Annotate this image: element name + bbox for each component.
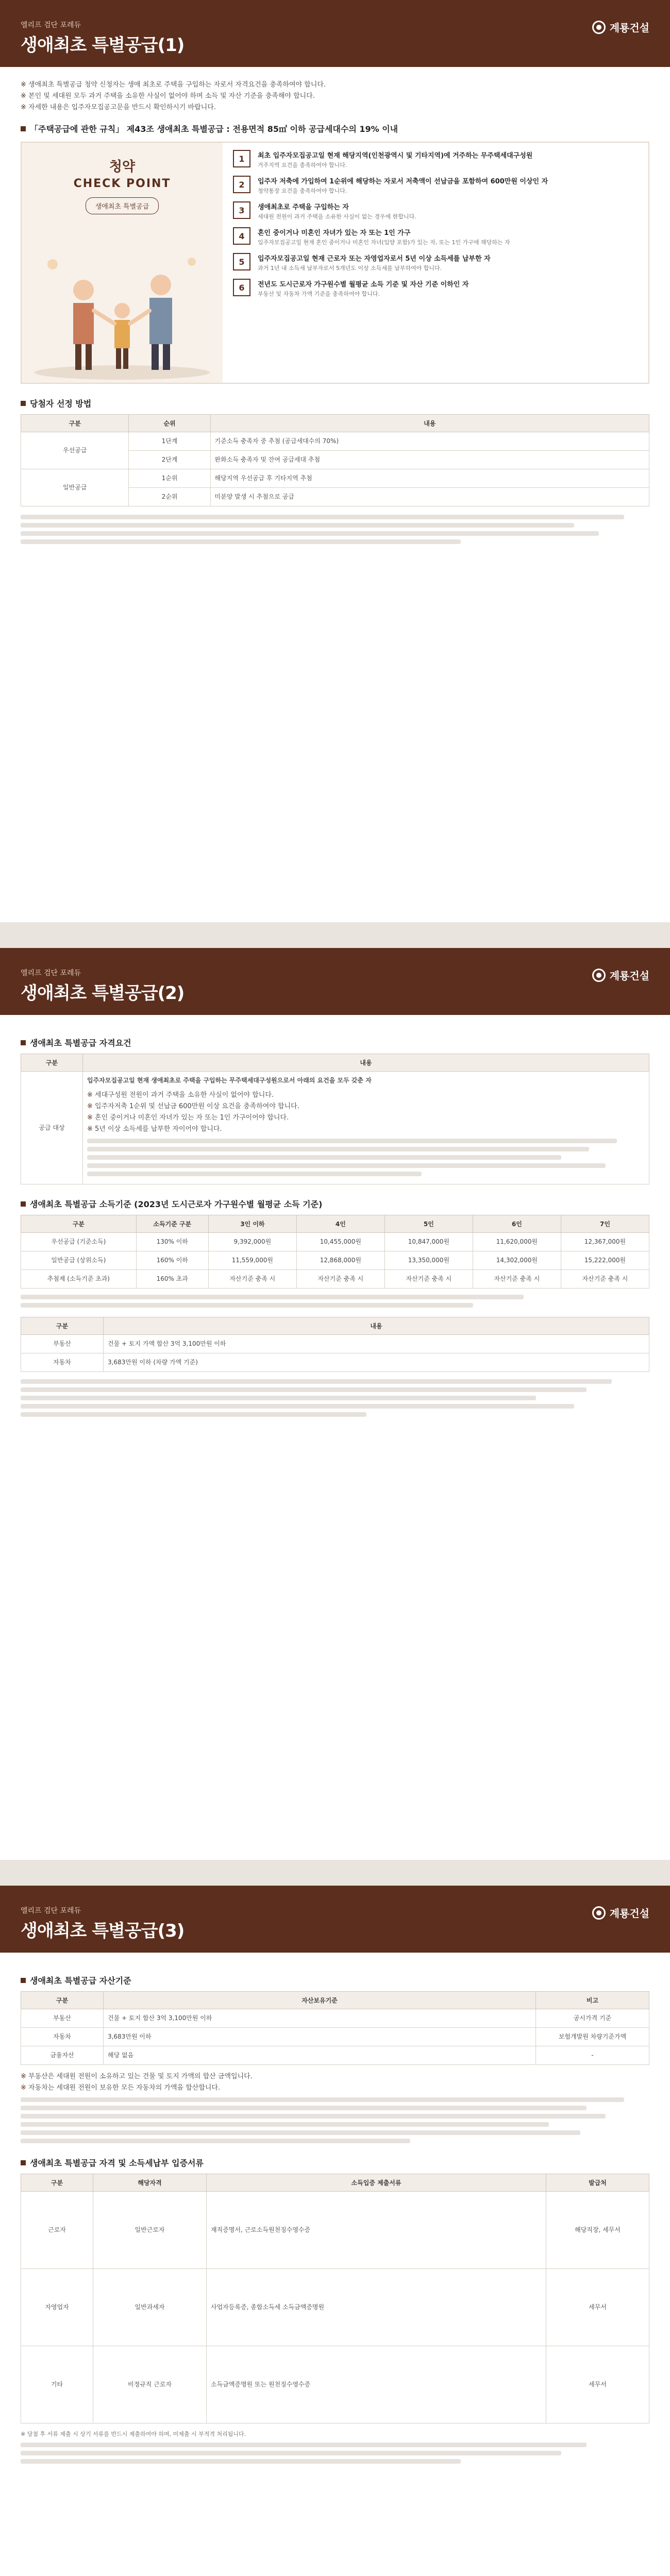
table-row: 공급 대상 입주자모집공고일 현재 생애최초로 주택을 구입하는 무주택세대구성원으로서 아래의 요건을 모두 갖춘 자 ※ 세대구성원 전원이 과거 주택을 소유한 사실이 없어야 합니다. ※ 입주자저축 1순위 및 선납금 600만원 이상 요건을 충족하여야 합니다. ※ 혼인 중이거나 미혼인 자녀가 있는 자 또는 1인 가구이어야 합니다. ※ 5년 이상 소득세를 납부한 자이어야 합니다.	[21, 1072, 649, 1184]
table-title: 생애최초 특별공급 자산기준	[21, 1974, 649, 1986]
checkpoint-item: 4 혼인 중이거나 미혼인 자녀가 있는 자 또는 1인 가구 입주자모집공고일 현재 혼인 중이거나 미혼인 자녀(입양 포함)가 있는 자, 또는 1인 가구에 해당하는 자	[233, 227, 638, 247]
note-item: ※ 생애최초 특별공급 청약 신청자는 생애 최초로 주택을 구입하는 자로서 자격요건을 충족하여야 합니다.	[21, 79, 649, 91]
checkpoint-panel	[21, 142, 649, 384]
square-bullet-icon	[21, 1040, 26, 1045]
table-row: 일반공급 (상위소득) 160% 이하 11,559,000원 12,868,000원 13,350,000원 14,302,000원 15,222,000원	[21, 1251, 649, 1270]
section-subtitle: 엘리프 검단 포레듀	[21, 21, 81, 29]
section-3-header	[0, 1886, 670, 1953]
square-bullet-icon	[21, 1978, 26, 1983]
note-item: ※ 자세한 내용은 입주자모집공고문을 반드시 확인하시기 바랍니다.	[21, 102, 649, 113]
brand-logo: 계룡건설	[592, 968, 649, 982]
checkpoint-list	[223, 143, 648, 383]
checkpoint-item: 1 최초 입주자모집공고일 현재 해당지역(인천광역시 및 기타지역)에 거주하는 무주택세대구성원 거주지역 요건을 충족하여야 합니다.	[233, 150, 638, 170]
section-2-header	[0, 948, 670, 1015]
checkpoint-subtitle: CHECK POINT	[73, 177, 171, 190]
table-row: 금융자산 해당 없음 -	[21, 2046, 649, 2065]
table-row: 자영업자 일반과세자 사업자등록증, 종합소득세 소득금액증명원 세무서	[21, 2269, 649, 2346]
text-placeholder	[21, 515, 649, 544]
checkpoint-item: 2 입주자 저축에 가입하여 1순위에 해당하는 자로서 저축액이 선납금을 포함하여 600만원 이상인 자 청약통장 요건을 충족하여야 합니다.	[233, 176, 638, 195]
table-row: 우선공급 1단계 기준소득 충족자 중 추첨 (공급세대수의 70%)	[21, 432, 649, 451]
logo-icon	[592, 21, 606, 34]
income-table: 구분 소득기준 구분 3인 이하 4인 5인 6인 7인 우선공급 (기준소득) 130% 이하 9,392,000원 10,455,000원 10,847,000원 11,620,000원 12,367,000원 일반공급 (상위소득) 160% 이하 11,559,000원 12,868,000원 13,350,000원 14,302,000원 15,222,000원 추첨제 (소득기준 초과) 160% 초과 자산기준 충족 시 자산기준 충족 시 자산기준 충족 시 자산기준 충족 시 자산기준 충족 시	[21, 1215, 649, 1289]
footnote: ※ 당첨 후 서류 제출 시 상기 서류를 반드시 제출하여야 하며, 미제출 시 부적격 처리됩니다.	[21, 2431, 246, 2437]
text-placeholder	[21, 2097, 649, 2143]
table-title: 생애최초 특별공급 자격요건	[21, 1037, 649, 1048]
section-1	[0, 0, 670, 922]
proof-documents-table: 구분 해당자격 소득입증 제출서류 발급처 근로자 일반근로자 재직증명서, 근로소득원천징수영수증 해당직장, 세무서 자영업자 일반과세자 사업자등록증, 종합소득세 소득금액증명원 세무서 기타 비정규직 근로자 소득금액증명원 또는 원천징수영수증 세무서	[21, 2174, 649, 2424]
table-row: 자동차 3,683만원 이하 보험개발원 차량기준가액	[21, 2028, 649, 2046]
table-row: 우선공급 (기준소득) 130% 이하 9,392,000원 10,455,000원 10,847,000원 11,620,000원 12,367,000원	[21, 1233, 649, 1251]
table-title: 생애최초 특별공급 소득기준 (2023년 도시근로자 가구원수별 월평균 소득 기준)	[21, 1198, 649, 1210]
text-placeholder	[21, 2443, 649, 2464]
checkpoint-item: 3 생애최초로 주택을 구입하는 자 세대원 전원이 과거 주택을 소유한 사실이 없는 경우에 한합니다.	[233, 201, 638, 221]
section-3	[0, 1886, 670, 2576]
table-row: 근로자 일반근로자 재직증명서, 근로소득원천징수영수증 해당직장, 세무서	[21, 2192, 649, 2269]
square-bullet-icon	[21, 2160, 26, 2165]
table-title: 생애최초 특별공급 자격 및 소득세납부 입증서류	[21, 2157, 649, 2168]
eligibility-table: 구분 내용 공급 대상 입주자모집공고일 현재 생애최초로 주택을 구입하는 무주택세대구성원으로서 아래의 요건을 모두 갖춘 자 ※ 세대구성원 전원이 과거 주택을 소유한 사실이 없어야 합니다. ※ 입주자저축 1순위 및 선납금 600만원 이상 요건을 충족하여야 합니다. ※ 혼인 중이거나 미혼인 자녀가 있는 자 또는 1인 가구이어야 합니다. ※ 5년 이상 소득세를 납부한 자이어야 합니다.	[21, 1054, 649, 1184]
table-row: 추첨제 (소득기준 초과) 160% 초과 자산기준 충족 시 자산기준 충족 시 자산기준 충족 시 자산기준 충족 시 자산기준 충족 시	[21, 1270, 649, 1289]
table-row: 부동산 건물 + 토지 가액 합산 3억 3,100만원 이하	[21, 1335, 649, 1353]
notes-list	[21, 79, 649, 113]
asset-standard-table: 구분 자산보유기준 비고 부동산 건물 + 토지 합산 3억 3,100만원 이하 공시가격 기준 자동차 3,683만원 이하 보험개발원 차량기준가액 금융자산 해당 없음 -	[21, 1991, 649, 2065]
square-bullet-icon	[21, 1201, 26, 1207]
notes-list: ※ 세대구성원 전원이 과거 주택을 소유한 사실이 없어야 합니다. ※ 입주자저축 1순위 및 선납금 600만원 이상 요건을 충족하여야 합니다. ※ 혼인 중이거나 미혼인 자녀가 있는 자 또는 1인 가구이어야 합니다. ※ 5년 이상 소득세를 납부한 자이어야 합니다.	[87, 1090, 645, 1135]
square-bullet-icon	[21, 401, 26, 406]
brand-logo: 계룡건설	[592, 1905, 649, 1920]
logo-icon	[592, 969, 606, 982]
square-bullet-icon	[21, 126, 26, 131]
highlight-title: 「주택공급에 관한 규칙」 제43조 생애최초 특별공급 : 전용면적 85㎡ 이하 공급세대수의 19% 이내	[21, 123, 649, 134]
section-subtitle: 엘리프 검단 포레듀	[21, 1907, 81, 1915]
checkpoint-item: 5 입주자모집공고일 현재 근로자 또는 자영업자로서 5년 이상 소득세를 납부한 자 과거 1년 내 소득세 납부자로서 5개년도 이상 소득세를 납부하여야 합니다.	[233, 253, 638, 273]
family-illustration	[22, 233, 223, 383]
text-placeholder	[87, 1139, 645, 1176]
logo-icon	[592, 1906, 606, 1920]
section-1-header	[0, 0, 670, 67]
note-item: ※ 본인 및 세대원 모두 과거 주택을 소유한 사실이 없어야 하며 소득 및 자산 기준을 충족해야 합니다.	[21, 91, 649, 102]
table-row: 부동산 건물 + 토지 합산 3억 3,100만원 이하 공시가격 기준	[21, 2009, 649, 2028]
table-row: 2순위 미분양 발생 시 추첨으로 공급	[21, 488, 649, 506]
checkpoint-left	[22, 143, 223, 383]
checkpoint-item: 6 전년도 도시근로자 가구원수별 월평균 소득 기준 및 자산 기준 이하인 자 부동산 및 자동차 가액 기준을 충족하여야 합니다.	[233, 279, 638, 298]
asset-table: 구분 내용 부동산 건물 + 토지 가액 합산 3억 3,100만원 이하 자동차 3,683만원 이하 (차량 가액 기준)	[21, 1317, 649, 1372]
checkpoint-badge: 생애최초 특별공급	[86, 197, 159, 214]
table-title: 당첨자 선정 방법	[21, 397, 649, 409]
section-title: 생애최초 특별공급(1)	[21, 35, 185, 56]
brand-logo: 계룡건설	[592, 20, 649, 35]
section-2	[0, 948, 670, 1860]
table-row: 2단계 완화소득 충족자 및 잔여 공급세대 추첨	[21, 451, 649, 469]
section-subtitle: 엘리프 검단 포레듀	[21, 969, 81, 977]
table-row: 일반공급 1순위 해당지역 우선공급 후 기타지역 추첨	[21, 469, 649, 488]
section-title: 생애최초 특별공급(3)	[21, 1921, 185, 1941]
table-row: 기타 비정규직 근로자 소득금액증명원 또는 원천징수영수증 세무서	[21, 2346, 649, 2424]
section-title: 생애최초 특별공급(2)	[21, 983, 185, 1004]
checkpoint-title: 청약	[109, 159, 136, 175]
table-row: 자동차 3,683만원 이하 (차량 가액 기준)	[21, 1353, 649, 1372]
text-placeholder	[21, 1379, 649, 1417]
notes-list: ※ 부동산은 세대원 전원이 소유하고 있는 건물 및 토지 가액의 합산 금액입니다. ※ 자동차는 세대원 전원이 보유한 모든 자동차의 가액을 합산합니다.	[21, 2071, 649, 2094]
text-placeholder	[21, 1295, 649, 1308]
selection-method-table: 구분 순위 내용 우선공급 1단계 기준소득 충족자 중 추첨 (공급세대수의 70%) 2단계 완화소득 충족자 및 잔여 공급세대 추첨 일반공급 1순위 해당지역 우선공급 후 기타지역 추첨 2순위 미분양 발생 시 추첨으로 공급	[21, 414, 649, 506]
